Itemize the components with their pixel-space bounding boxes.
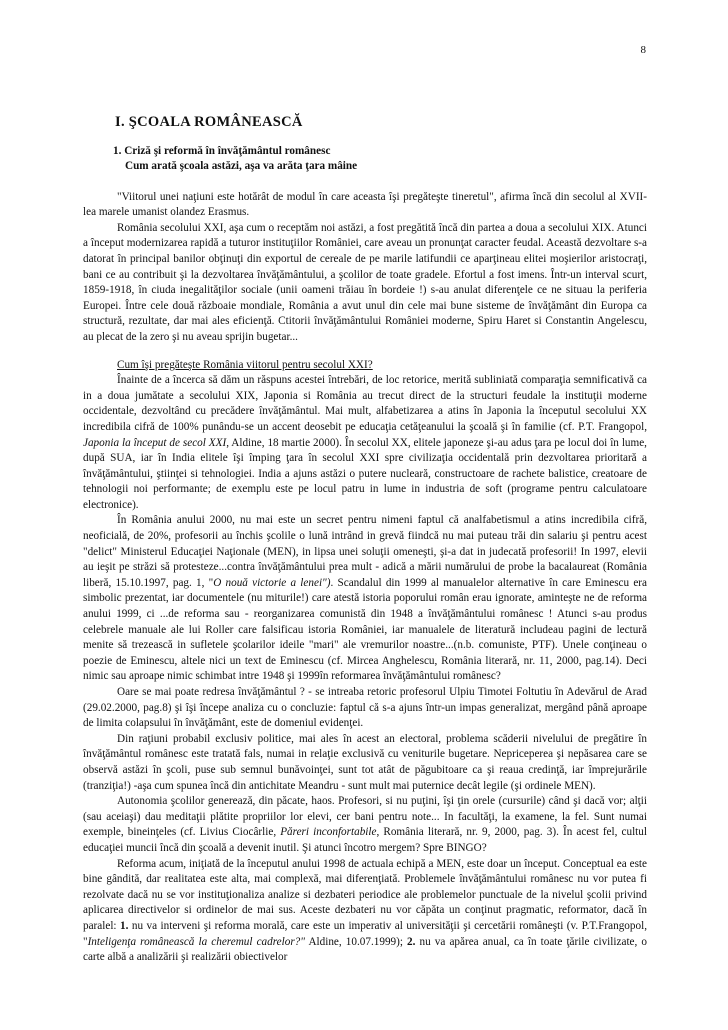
text-run: nu va interveni şi reforma morală, care este un imperativ al universităţii şi cercetării româneşti (v. P.T.Frangopol, " bbox=[83, 919, 647, 948]
section-heading-line1: 1. Criză şi reformă în învăţământul românesc bbox=[113, 144, 331, 157]
paragraph-foltutiu: Oare se mai poate redresa învăţământul ? - se intreaba retoric profesorul Ulpiu Timotei Foltutiu în Adevărul de Arad (29.02.2000, pag.8) şi îşi începe analiza cu o concluzie: faptul că s-a ajuns într-un impas generalizat, mergând până aproape de limita colapsului în învăţământ, este de domeniul evidenţei. bbox=[83, 686, 647, 730]
citation-title: Păreri inconfortabile bbox=[280, 826, 377, 839]
paragraph-autonomy bbox=[83, 794, 647, 856]
list-number: 2. bbox=[407, 935, 416, 948]
section-heading-line2: Cum arată şcoala astăzi, aşa va arăta ţara mâine bbox=[125, 159, 358, 172]
text-run: Înainte de a încerca să dăm un răspuns acestei întrebări, de loc retorice, merită subliniată comparaţia semnificativă ca in a doua jumătate a secolului XIX, Japonia si România au trecut direct de la structuri feudale la instituţii moderne occidentale, dezvoltând cu precădere învăţământul. Mai mult, alfabetizarea a atins în Japonia la începutul secolului XX incredibila cifră de 100% punându-se un accent deosebit pe educaţia cetăţeanului la şcoală şi în familie (cf. P.T. Frangopol, bbox=[83, 374, 647, 433]
text-run: , România literară, nr. 9, 2000, pag. 3). În acest fel, cultul educaţiei muncii încă din şcoală a devenit inutil. Şi atunci încotro mergem? Spre BINGO? bbox=[83, 826, 647, 854]
citation-title: Inteligenţa românească la cheremul cadrelor?" bbox=[87, 935, 305, 948]
paragraph-romania-2000 bbox=[83, 513, 647, 685]
text-run: Reforma acum, iniţiată de la începutul anului 1998 de actuala echipă a MEN, este doar un început. Conceptual ea este bine gândită, dar realitatea este alta, mai complexă, mai diferenţiată. Problemele învăţământului românesc nu vor putea fi rezolvate dacă nu se vor instituţionaliza analize si dezbateri periodice ale problemelor punctuale de la nivelul şcolii privind aplicarea directivelor si ordinelor de mai sus. Aceste dezbateri nu vor căpăta un conţinut pragmatic, reformator, dacă în paralel: bbox=[83, 857, 647, 932]
paragraph-reform bbox=[83, 857, 647, 966]
paragraph-romania-xxi: România secolului XXI, aşa cum o receptăm noi astăzi, a fost pregătită încă din partea a doua a secolului XIX. Atunci a început modernizarea rapidă a tuturor instituţiilor României, care aveau un pronunţat caracter feudal. Această dezvoltare s-a datorat în principal banilor obţinuţi din exportul de cereale de pe marile latifundii ce aparţineau elitei moşierilor aristocraţi, bani ce au contribuit şi la dezvoltarea învăţământului, a şcolilor de toate gradele. Efortul a fost imens. Într-un interval scurt, 1859-1918, în ciuda inegalităţilor sociale (unii oameni trăiau în bordeie !) s-au anulat diferenţele ce ne situau la periferia Europei. Între cele două războaie mondiale, România a avut unul din cele mai bune sisteme de învăţământ din Europa ca structură, rezultate, dar mai ales eficienţă. Ctitorii învăţământului României moderne, Spiru Haret si Constantin Angelescu, au plecat de la zero şi nu aveau sprijin bugetar... bbox=[83, 221, 647, 343]
list-number: 1. bbox=[120, 919, 129, 932]
question-text: Cum îşi pregăteşte România viitorul pentru secolul XXI? bbox=[117, 358, 373, 371]
paragraph-erasmus: "Viitorul unei naţiuni este hotărât de modul în care aceasta îşi pregăteşte tineretul", afirma încă din secolul al XVII-lea marele umanist olandez Erasmus. bbox=[83, 190, 647, 219]
text-run: În România anului 2000, nu mai este un secret pentru nimeni faptul că analfabetismul a atins incredibila cifră, neoficială, de 20%, profesorii au închis şcolile o lună intrând in grevă fiindcă nu mai puteau trăi din salariu şi pentru acest "delict" Ministerul Educaţiei Naţionale (MEN), in lipsa unei soluţii omeneşti, şi-a dat in judecată profesorii! In 1997, elevii au ieşit pe străzi să protesteze...contra învăţământului prea mult - adică a mării numărului de probe la bacalaureat (România liberă, 15.10.1997, pag. 1, " bbox=[83, 514, 647, 589]
text-run: , Aldine, 18 martie 2000). În secolul XX, elitele japoneze şi-au adus ţara pe locul doi în lume, după SUA, iar în India elitele îşi împing ţara în secolul XXI spre civilizaţia occidentală prin dezvoltarea prioritară a învăţământului, ştiinţei si tehnologiei. India a ajuns astăzi o putere nucleară, constructoare de rachete balistice, creatoare de tehnologii noi performante; de exemplu este pe locul patru in lume in industria de soft (programe pentru calculatoare electronice). bbox=[83, 436, 647, 511]
citation-title: Japonia la început de secol XXI bbox=[83, 436, 227, 449]
text-run: . Scandalul din 1999 al manualelor alternative în care Eminescu era simbolic prezentat, iar documentele (nu miturile!) care atestă istoria poporului român erau ignorate, aminteşte ne de reforma anului 1999, ci ...de reforma sau - reorganizarea comunistă din 1948 a învăţământului românesc ! Atunci s-au produs celebrele manuale ale lui Roller care falsificau istoria României, iar manualele de literatură includeau pagini de lectură menite să trezească in sufletele şcolarilor ideile "mari" ale vremurilor noastre...(n.b. comuniste, PTF). Unele conţineau o poezie de Eminescu, altele nici un text de Eminescu (cf. Mircea Anghelescu, România literară, nr. 11, 2000, pag.14). Deci nimic sau aproape nimic schimbat intre 1948 şi 1999în reformarea învăţământului românesc? bbox=[83, 576, 647, 683]
text-run: Autonomia şcolilor generează, din păcate, haos. Profesori, si nu puţini, îşi ţin orele (cursurile) când şi dacă vor; alţii (sau aceiaşi) dau meditaţii plătite propriilor lor elevi, cer bani pentru note... In facultăţi, la examene, la fel. Sunt numai exemple, bineinţeles (cf. Livius Ciocârlie, bbox=[83, 795, 647, 839]
document-body bbox=[83, 115, 647, 966]
text-run: Aldine, 10.07.1999); bbox=[304, 935, 408, 948]
section-heading bbox=[113, 144, 647, 174]
chapter-title: I. ŞCOALA ROMÂNEASCĂ bbox=[115, 114, 303, 130]
question-heading bbox=[83, 358, 647, 374]
paragraph-japan bbox=[83, 373, 647, 513]
paragraph-politics: Din raţiuni probabil exclusiv politice, mai ales în acest an electoral, problema scăderii nivelului de pregătire în învăţământul românesc este tratată fals, numai in relaţie exclusivă cu veniturile bugetare. Nepriceperea şi nepăsarea care se observă astăzi în şcoli, puse sub semnul bunăvoinţei, sunt tot atât de păgubitoare ca şi reaua credinţă, iar împrejurările (tranziţia!) -aşa cum spunea încă din antichitate Meandru - sunt mult mai puternice decât legile (şi ordinele MEN). bbox=[83, 732, 647, 792]
page-number: 8 bbox=[640, 44, 646, 56]
text-run: nu va apărea anual, ca în toate ţările civilizate, o carte albă a analizării şi realizării obiectivelor bbox=[83, 935, 647, 964]
citation-title: O nouă victorie a lenei") bbox=[213, 576, 331, 589]
